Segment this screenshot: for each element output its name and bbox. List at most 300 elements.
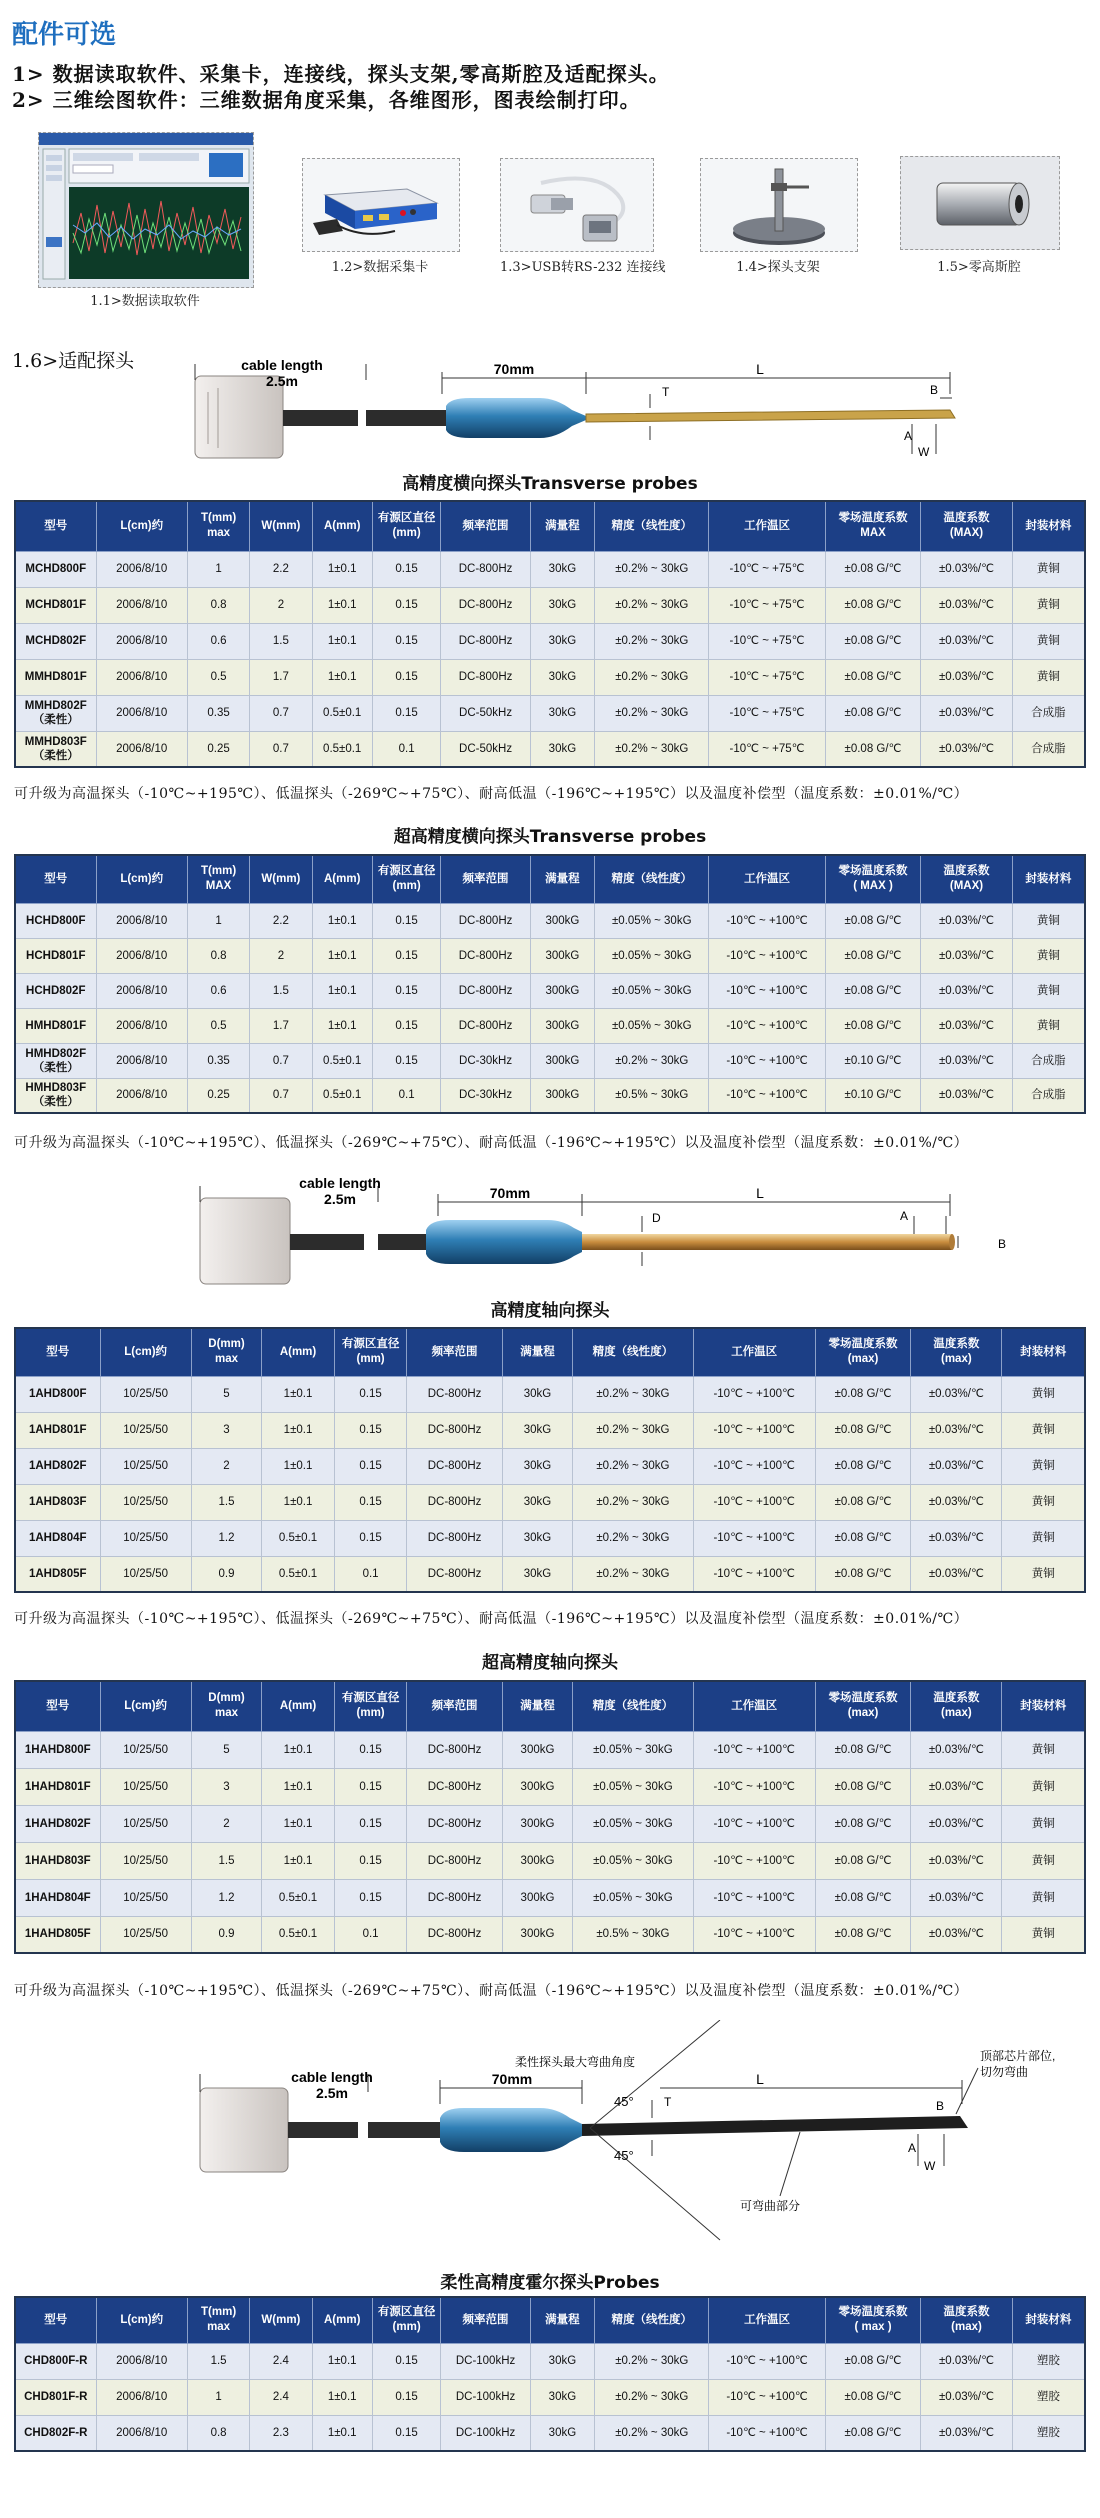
column-header: L(cm)约 [100, 1681, 191, 1731]
table-cell: 10/25/50 [100, 1768, 191, 1805]
column-header: 零场温度系数 MAX [825, 501, 921, 551]
table-cell: 30kG [530, 2415, 594, 2451]
table-cell: 2006/8/10 [96, 695, 187, 731]
table-cell: 0.7 [250, 731, 312, 767]
table-row [15, 1768, 1085, 1805]
model-cell: 1AHD803F [15, 1484, 100, 1520]
table-title-ultra-transverse: 超高精度横向探头Transverse probes [393, 827, 707, 847]
table-cell: ±0.2% ~ 30kG [595, 551, 709, 587]
dim-B-flex: B [936, 2099, 945, 2113]
table-cell: ±0.05% ~ 30kG [595, 903, 709, 938]
table-cell: ±0.2% ~ 30kG [595, 731, 709, 767]
column-header: 型号 [15, 501, 96, 551]
dim-70mm: 70mm [493, 361, 535, 377]
table-cell: ±0.08 G/℃ [815, 1842, 910, 1879]
table-cell: 黄铜 [1002, 1879, 1085, 1916]
table-cell: 2006/8/10 [96, 2379, 187, 2415]
table-cell: ±0.08 G/℃ [825, 731, 921, 767]
caption-acquisition-card: 1.2>数据采集卡 [331, 260, 429, 275]
table-cell: 1±0.1 [312, 587, 372, 623]
spec-table-flexible [14, 2296, 1086, 2452]
table-cell: ±0.08 G/℃ [815, 1879, 910, 1916]
table-cell: ±0.03%/℃ [921, 2343, 1012, 2379]
table-title-axial: 高精度轴向探头 [490, 1301, 610, 1321]
table-cell: 1.2 [191, 1879, 262, 1916]
table-cell: DC-800Hz [407, 1842, 502, 1879]
column-header: 温度系数 (max) [911, 1681, 1002, 1731]
table-cell: -10℃ ~ +100℃ [693, 1731, 815, 1768]
table-cell: 1.5 [250, 623, 312, 659]
column-header: 精度（线性度） [595, 855, 709, 903]
table-cell: -10℃ ~ +75℃ [709, 731, 825, 767]
table-cell: ±0.08 G/℃ [825, 2379, 921, 2415]
table-cell: ±0.08 G/℃ [825, 551, 921, 587]
table-cell: -10℃ ~ +100℃ [709, 1008, 825, 1043]
column-header: W(mm) [250, 501, 312, 551]
table-cell: 30kG [530, 731, 594, 767]
table-cell: 0.15 [334, 1879, 407, 1916]
table-cell: 2006/8/10 [96, 731, 187, 767]
table-cell: 1.2 [191, 1520, 262, 1556]
column-header: 有源区直径 (mm) [372, 2297, 441, 2343]
table-cell: 10/25/50 [100, 1556, 191, 1592]
table-cell: ±0.03%/℃ [911, 1484, 1002, 1520]
table-cell: ±0.08 G/℃ [815, 1484, 910, 1520]
flexible-probe-diagram [0, 2020, 1100, 2250]
table-cell: ±0.08 G/℃ [825, 2415, 921, 2451]
caption-software: 1.1>数据读取软件 [90, 294, 200, 309]
table-cell: 1±0.1 [312, 938, 372, 973]
column-header: 零场温度系数 ( max ) [825, 2297, 921, 2343]
table-cell: 合成脂 [1012, 731, 1085, 767]
upgrade-note-2: 可升级为高温探头（-10℃~+195℃）、低温探头（-269℃~+75℃）、耐高低温（-196℃~+195℃）以及温度补偿型（温度系数：±0.01%/℃） [14, 1135, 969, 1151]
table-cell: ±0.08 G/℃ [815, 1805, 910, 1842]
table-cell: 2 [191, 1448, 262, 1484]
table-cell: 2.4 [250, 2343, 312, 2379]
table-cell: -10℃ ~ +75℃ [709, 623, 825, 659]
table-cell: 0.15 [334, 1484, 407, 1520]
table-cell: 30kG [502, 1412, 573, 1448]
column-header: A(mm) [262, 1681, 335, 1731]
table-cell: 黄铜 [1002, 1520, 1085, 1556]
table-cell: 3 [191, 1412, 262, 1448]
table-cell: ±0.03%/℃ [921, 1008, 1012, 1043]
model-cell: 1HAHD802F [15, 1805, 100, 1842]
table-cell: 0.1 [372, 1078, 441, 1113]
table-cell: 黄铜 [1012, 1008, 1085, 1043]
spec-table-ultra-axial [14, 1680, 1086, 1954]
column-header: 封装材料 [1012, 2297, 1085, 2343]
table-cell: -10℃ ~ +100℃ [709, 2415, 825, 2451]
table-cell: 1±0.1 [312, 659, 372, 695]
table-cell: ±0.2% ~ 30kG [595, 659, 709, 695]
table-cell: 1.5 [250, 973, 312, 1008]
table-cell: ±0.03%/℃ [911, 1768, 1002, 1805]
table-cell: 2006/8/10 [96, 623, 187, 659]
table-cell: ±0.08 G/℃ [815, 1556, 910, 1592]
table-cell: DC-800Hz [441, 551, 530, 587]
column-header: L(cm)约 [96, 855, 187, 903]
caption-probe-stand: 1.4>探头支架 [736, 260, 820, 275]
column-header: 零场温度系数 (max) [815, 1681, 910, 1731]
table-cell: 0.5 [187, 1008, 249, 1043]
model-cell: HCHD800F [15, 903, 96, 938]
column-header: 温度系数 (MAX) [921, 501, 1012, 551]
table-cell: -10℃ ~ +75℃ [709, 659, 825, 695]
table-cell: -10℃ ~ +100℃ [693, 1448, 815, 1484]
table-cell: ±0.03%/℃ [911, 1448, 1002, 1484]
column-header: L(cm)约 [100, 1328, 191, 1376]
table-row [15, 659, 1085, 695]
table-cell: DC-800Hz [407, 1376, 502, 1412]
table-cell: 30kG [530, 551, 594, 587]
table-cell: 0.6 [187, 623, 249, 659]
table-cell: 0.35 [187, 695, 249, 731]
column-header: W(mm) [250, 2297, 312, 2343]
model-cell: 1HAHD800F [15, 1731, 100, 1768]
table-cell: 合成脂 [1012, 695, 1085, 731]
table-cell: 300kG [530, 1008, 594, 1043]
column-header: 零场温度系数 (max) [815, 1328, 910, 1376]
table-cell: ±0.08 G/℃ [815, 1768, 910, 1805]
table-cell: -10℃ ~ +75℃ [709, 587, 825, 623]
table-cell: DC-100kHz [441, 2415, 530, 2451]
table-cell: 0.5±0.1 [312, 1043, 372, 1078]
table-cell: 塑胶 [1012, 2343, 1085, 2379]
dim-W-flex: W [924, 2159, 936, 2173]
table-cell: DC-800Hz [407, 1768, 502, 1805]
table-cell: 1±0.1 [312, 623, 372, 659]
column-header: 有源区直径 (mm) [372, 501, 441, 551]
dim-A: A [904, 429, 913, 443]
column-header: T(mm) MAX [187, 855, 249, 903]
table-cell: 1 [187, 903, 249, 938]
table-row [15, 1520, 1085, 1556]
table-cell: 黄铜 [1012, 938, 1085, 973]
table-cell: 0.15 [372, 938, 441, 973]
column-header: 工作温区 [709, 855, 825, 903]
model-cell: 1AHD800F [15, 1376, 100, 1412]
column-header: 精度（线性度） [573, 1681, 693, 1731]
table-cell: 300kG [530, 1078, 594, 1113]
table-cell: 2006/8/10 [96, 1008, 187, 1043]
table-cell: ±0.10 G/℃ [825, 1043, 921, 1078]
model-cell: 1AHD805F [15, 1556, 100, 1592]
table-cell: 30kG [530, 2379, 594, 2415]
table-cell: ±0.2% ~ 30kG [595, 2379, 709, 2415]
table-cell: ±0.08 G/℃ [815, 1448, 910, 1484]
caption-zero-gauss: 1.5>零高斯腔 [937, 260, 1021, 275]
table-cell: ±0.2% ~ 30kG [573, 1412, 693, 1448]
model-cell: HCHD802F [15, 973, 96, 1008]
column-header: A(mm) [312, 855, 372, 903]
page-title: 配件可选 [12, 20, 117, 50]
table-cell: 1±0.1 [262, 1484, 335, 1520]
table-cell: DC-800Hz [407, 1484, 502, 1520]
table-cell: 0.15 [372, 2379, 441, 2415]
table-cell: 300kG [530, 973, 594, 1008]
acquisition-card-image [302, 158, 460, 252]
table-cell: 黄铜 [1002, 1376, 1085, 1412]
model-cell: HMHD802F （柔性） [15, 1043, 96, 1078]
table-row [15, 1412, 1085, 1448]
table-cell: 1.5 [187, 2343, 249, 2379]
table-cell: 2006/8/10 [96, 973, 187, 1008]
model-cell: MMHD802F （柔性） [15, 695, 96, 731]
table-cell: 2006/8/10 [96, 2343, 187, 2379]
table-cell: -10℃ ~ +75℃ [709, 695, 825, 731]
table-cell: ±0.05% ~ 30kG [595, 973, 709, 1008]
transverse-probe-diagram [0, 354, 1100, 466]
table-cell: ±0.2% ~ 30kG [595, 2343, 709, 2379]
table-cell: ±0.03%/℃ [911, 1805, 1002, 1842]
table-cell: ±0.08 G/℃ [825, 938, 921, 973]
model-cell: MMHD803F （柔性） [15, 731, 96, 767]
table-row [15, 938, 1085, 973]
table-cell: 10/25/50 [100, 1376, 191, 1412]
table-cell: ±0.03%/℃ [921, 1043, 1012, 1078]
table-cell: ±0.08 G/℃ [815, 1520, 910, 1556]
table-cell: ±0.05% ~ 30kG [573, 1805, 693, 1842]
probe-stand-image [700, 158, 858, 252]
table-cell: -10℃ ~ +100℃ [709, 1043, 825, 1078]
dim-B-axial: B [998, 1237, 1007, 1251]
table-cell: ±0.08 G/℃ [825, 623, 921, 659]
column-header: 温度系数 (max) [911, 1328, 1002, 1376]
column-header: 封装材料 [1012, 501, 1085, 551]
table-cell: -10℃ ~ +100℃ [693, 1805, 815, 1842]
table-cell: 黄铜 [1002, 1556, 1085, 1592]
table-cell: 1.7 [250, 1008, 312, 1043]
table-cell: ±0.08 G/℃ [825, 1008, 921, 1043]
table-cell: DC-800Hz [407, 1916, 502, 1953]
table-cell: 0.15 [372, 623, 441, 659]
model-cell: 1HAHD805F [15, 1916, 100, 1953]
table-cell: DC-800Hz [407, 1448, 502, 1484]
table-row [15, 973, 1085, 1008]
table-cell: 1.7 [250, 659, 312, 695]
table-cell: 0.1 [334, 1916, 407, 1953]
table-cell: 1±0.1 [312, 903, 372, 938]
table-row [15, 2343, 1085, 2379]
column-header: T(mm) max [187, 501, 249, 551]
table-cell: DC-800Hz [407, 1412, 502, 1448]
table-cell: 2 [250, 587, 312, 623]
table-header-row [15, 855, 1085, 903]
table-cell: 黄铜 [1002, 1768, 1085, 1805]
table-cell: DC-100kHz [441, 2343, 530, 2379]
table-cell: ±0.03%/℃ [921, 731, 1012, 767]
table-cell: DC-800Hz [441, 587, 530, 623]
table-title-transverse: 高精度横向探头Transverse probes [402, 474, 698, 494]
dim-L: L [756, 361, 764, 377]
table-cell: 0.9 [191, 1916, 262, 1953]
table-row [15, 587, 1085, 623]
table-cell: 2.2 [250, 551, 312, 587]
table-cell: 0.6 [187, 973, 249, 1008]
table-cell: 1±0.1 [262, 1376, 335, 1412]
table-cell: -10℃ ~ +100℃ [709, 1078, 825, 1113]
column-header: A(mm) [312, 501, 372, 551]
dim-A-axial: A [900, 1209, 909, 1223]
table-row [15, 1842, 1085, 1879]
table-cell: -10℃ ~ +100℃ [693, 1768, 815, 1805]
column-header: 封装材料 [1002, 1681, 1085, 1731]
table-cell: 黄铜 [1002, 1731, 1085, 1768]
table-row [15, 551, 1085, 587]
table-cell: 2006/8/10 [96, 659, 187, 695]
table-cell: ±0.05% ~ 30kG [595, 1008, 709, 1043]
dim-cable-length: cable length [241, 357, 323, 373]
dim-cable-length-axial: cable length [299, 1175, 381, 1191]
model-cell: HMHD801F [15, 1008, 96, 1043]
model-cell: HMHD803F （柔性） [15, 1078, 96, 1113]
column-header: 有源区直径 (mm) [334, 1328, 407, 1376]
column-header: 工作温区 [693, 1328, 815, 1376]
table-cell: 0.15 [372, 973, 441, 1008]
intro-line-1: 1> 数据读取软件、采集卡，连接线，探头支架,零高斯腔及适配探头。 [12, 62, 670, 86]
table-cell: DC-800Hz [407, 1879, 502, 1916]
table-cell: 2006/8/10 [96, 938, 187, 973]
dim-W: W [918, 445, 930, 459]
table-cell: 黄铜 [1012, 587, 1085, 623]
table-row [15, 1448, 1085, 1484]
model-cell: 1HAHD801F [15, 1768, 100, 1805]
table-cell: 0.25 [187, 731, 249, 767]
table-cell: 0.15 [334, 1412, 407, 1448]
table-cell: ±0.05% ~ 30kG [595, 938, 709, 973]
table-cell: 0.7 [250, 695, 312, 731]
table-row [15, 1078, 1085, 1113]
dim-A-flex: A [908, 2141, 917, 2155]
table-cell: 0.5±0.1 [312, 695, 372, 731]
table-cell: 0.9 [191, 1556, 262, 1592]
table-cell: 0.25 [187, 1078, 249, 1113]
table-row [15, 623, 1085, 659]
table-cell: 合成脂 [1012, 1078, 1085, 1113]
dim-cable-len-value-flex: 2.5m [316, 2085, 348, 2101]
table-cell: ±0.03%/℃ [911, 1879, 1002, 1916]
table-cell: 30kG [502, 1484, 573, 1520]
column-header: 精度（线性度） [573, 1328, 693, 1376]
table-cell: 2.3 [250, 2415, 312, 2451]
table-cell: DC-800Hz [407, 1556, 502, 1592]
table-cell: 0.15 [334, 1448, 407, 1484]
table-cell: DC-800Hz [407, 1805, 502, 1842]
upgrade-note-3: 可升级为高温探头（-10℃~+195℃）、低温探头（-269℃~+75℃）、耐高低温（-196℃~+195℃）以及温度补偿型（温度系数：±0.01%/℃） [14, 1611, 969, 1627]
table-cell: ±0.2% ~ 30kG [573, 1520, 693, 1556]
table-cell: DC-800Hz [407, 1520, 502, 1556]
table-cell: 3 [191, 1768, 262, 1805]
table-cell: ±0.2% ~ 30kG [573, 1484, 693, 1520]
table-cell: 1±0.1 [312, 2379, 372, 2415]
column-header: 频率范围 [441, 501, 530, 551]
table-cell: 0.1 [372, 731, 441, 767]
model-cell: 1AHD802F [15, 1448, 100, 1484]
table-cell: ±0.03%/℃ [921, 973, 1012, 1008]
model-cell: MCHD802F [15, 623, 96, 659]
model-cell: CHD800F-R [15, 2343, 96, 2379]
table-cell: ±0.10 G/℃ [825, 1078, 921, 1113]
table-cell: 0.15 [334, 1520, 407, 1556]
table-cell: 2006/8/10 [96, 2415, 187, 2451]
table-cell: 300kG [530, 1043, 594, 1078]
column-header: 零场温度系数 ( MAX ) [825, 855, 921, 903]
table-cell: -10℃ ~ +100℃ [693, 1484, 815, 1520]
table-cell: 5 [191, 1376, 262, 1412]
column-header: 型号 [15, 1681, 100, 1731]
table-cell: 2006/8/10 [96, 1078, 187, 1113]
table-cell: 黄铜 [1012, 903, 1085, 938]
table-cell: DC-800Hz [441, 973, 530, 1008]
table-cell: 0.5±0.1 [262, 1556, 335, 1592]
table-cell: 0.5 [187, 659, 249, 695]
column-header: 有源区直径 (mm) [372, 855, 441, 903]
upgrade-note-1: 可升级为高温探头（-10℃~+195℃）、低温探头（-269℃~+75℃）、耐高低温（-196℃~+195℃）以及温度补偿型（温度系数：±0.01%/℃） [14, 786, 969, 802]
table-cell: ±0.03%/℃ [911, 1520, 1002, 1556]
table-cell: 0.15 [372, 587, 441, 623]
column-header: A(mm) [262, 1328, 335, 1376]
table-cell: ±0.03%/℃ [911, 1412, 1002, 1448]
table-cell: 30kG [530, 587, 594, 623]
table-cell: 0.5±0.1 [312, 731, 372, 767]
table-cell: -10℃ ~ +100℃ [693, 1879, 815, 1916]
table-row [15, 903, 1085, 938]
table-cell: -10℃ ~ +75℃ [709, 551, 825, 587]
table-cell: 30kG [530, 623, 594, 659]
table-cell: ±0.2% ~ 30kG [573, 1556, 693, 1592]
column-header: 温度系数 (max) [921, 2297, 1012, 2343]
column-header: 频率范围 [407, 1328, 502, 1376]
table-cell: 300kG [502, 1916, 573, 1953]
table-cell: ±0.2% ~ 30kG [595, 623, 709, 659]
table-cell: 1.5 [191, 1842, 262, 1879]
table-cell: 300kG [502, 1842, 573, 1879]
upgrade-note-4: 可升级为高温探头（-10℃~+195℃）、低温探头（-269℃~+75℃）、耐高低温（-196℃~+195℃）以及温度补偿型（温度系数：±0.01%/℃） [14, 1983, 969, 1999]
table-cell: 0.8 [187, 2415, 249, 2451]
axial-probe-diagram [0, 1172, 1100, 1292]
table-cell: -10℃ ~ +100℃ [693, 1842, 815, 1879]
column-header: 频率范围 [441, 855, 530, 903]
table-cell: 1±0.1 [312, 1008, 372, 1043]
column-header: 工作温区 [709, 2297, 825, 2343]
column-header: 型号 [15, 2297, 96, 2343]
table-cell: 0.5±0.1 [312, 1078, 372, 1113]
table-cell: ±0.5% ~ 30kG [595, 1078, 709, 1113]
table-cell: 2.2 [250, 903, 312, 938]
column-header: 精度（线性度） [595, 501, 709, 551]
table-cell: 2.4 [250, 2379, 312, 2415]
table-cell: DC-50kHz [441, 695, 530, 731]
table-cell: -10℃ ~ +100℃ [709, 2343, 825, 2379]
table-cell: 10/25/50 [100, 1731, 191, 1768]
table-cell: 30kG [502, 1448, 573, 1484]
column-header: L(cm)约 [96, 2297, 187, 2343]
table-cell: 黄铜 [1002, 1448, 1085, 1484]
table-cell: ±0.03%/℃ [921, 551, 1012, 587]
table-cell: 黄铜 [1002, 1412, 1085, 1448]
table-cell: ±0.08 G/℃ [815, 1916, 910, 1953]
table-row [15, 1376, 1085, 1412]
table-row [15, 1484, 1085, 1520]
table-cell: 1±0.1 [312, 973, 372, 1008]
table-cell: ±0.03%/℃ [911, 1916, 1002, 1953]
model-cell: MMHD801F [15, 659, 96, 695]
table-cell: 0.15 [372, 659, 441, 695]
table-cell: 2006/8/10 [96, 587, 187, 623]
table-cell: 1±0.1 [262, 1842, 335, 1879]
column-header: 封装材料 [1012, 855, 1085, 903]
